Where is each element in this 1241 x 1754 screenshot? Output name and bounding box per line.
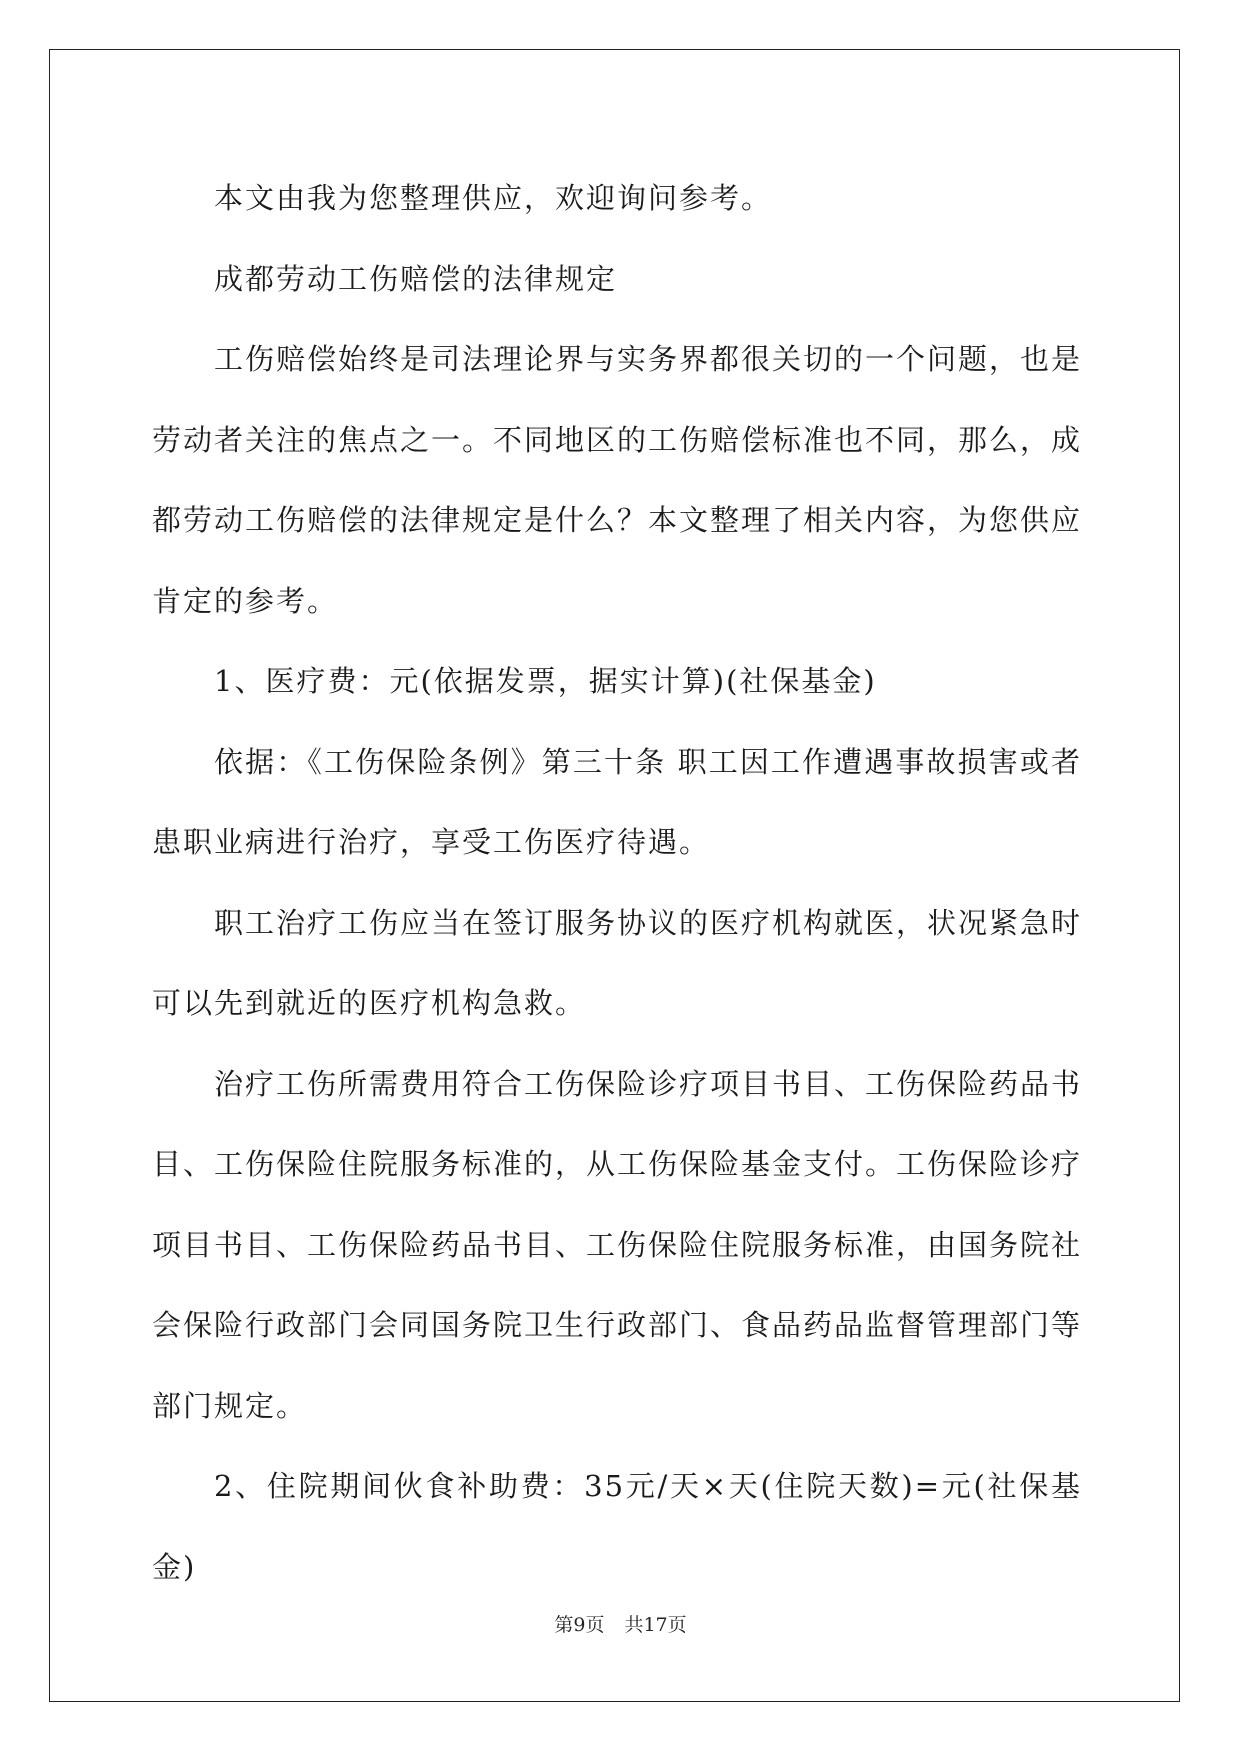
item-medical-fee: 1、医疗费：元(依据发票，据实计算)(社保基金): [214, 664, 877, 698]
intro-paragraph: 本文由我为您整理供应，欢迎询问参考。: [214, 181, 773, 215]
item-meal-allowance: 2、住院期间伙食补助费：35元/天×天(住院天数)=元(社保基金): [152, 1469, 1082, 1584]
page-number: 第9页: [554, 1614, 605, 1636]
page-footer: [0, 1610, 1241, 1637]
document-body: [152, 158, 1082, 1607]
page-total: 共17页: [624, 1614, 687, 1636]
section-title: 成都劳动工伤赔偿的法律规定: [214, 261, 618, 296]
body-paragraph: 职工治疗工伤应当在签订服务协议的医疗机构就医，状况紧急时可以先到就近的医疗机构急救。: [152, 905, 1083, 1020]
body-paragraph: 依据：《工伤保险条例》第三十条 职工因工作遭遇事故损害或者患职业病进行治疗，享受工伤医疗待遇。: [152, 744, 1082, 859]
body-paragraph: 工伤赔偿始终是司法理论界与实务界都很关切的一个问题，也是劳动者关注的焦点之一。不同地区的工伤赔偿标准也不同，那么，成都劳动工伤赔偿的法律规定是什么？本文整理了相关内容，为您供应肯定的参考。: [152, 342, 1083, 618]
body-paragraph: 治疗工伤所需费用符合工伤保险诊疗项目书目、工伤保险药品书目、工伤保险住院服务标准的，从工伤保险基金支付。工伤保险诊疗项目书目、工伤保险药品书目、工伤保险住院服务标准，由国务院社会保险行政部门会同国务院卫生行政部门、食品药品监督管理部门等部门规定。: [152, 1066, 1083, 1423]
